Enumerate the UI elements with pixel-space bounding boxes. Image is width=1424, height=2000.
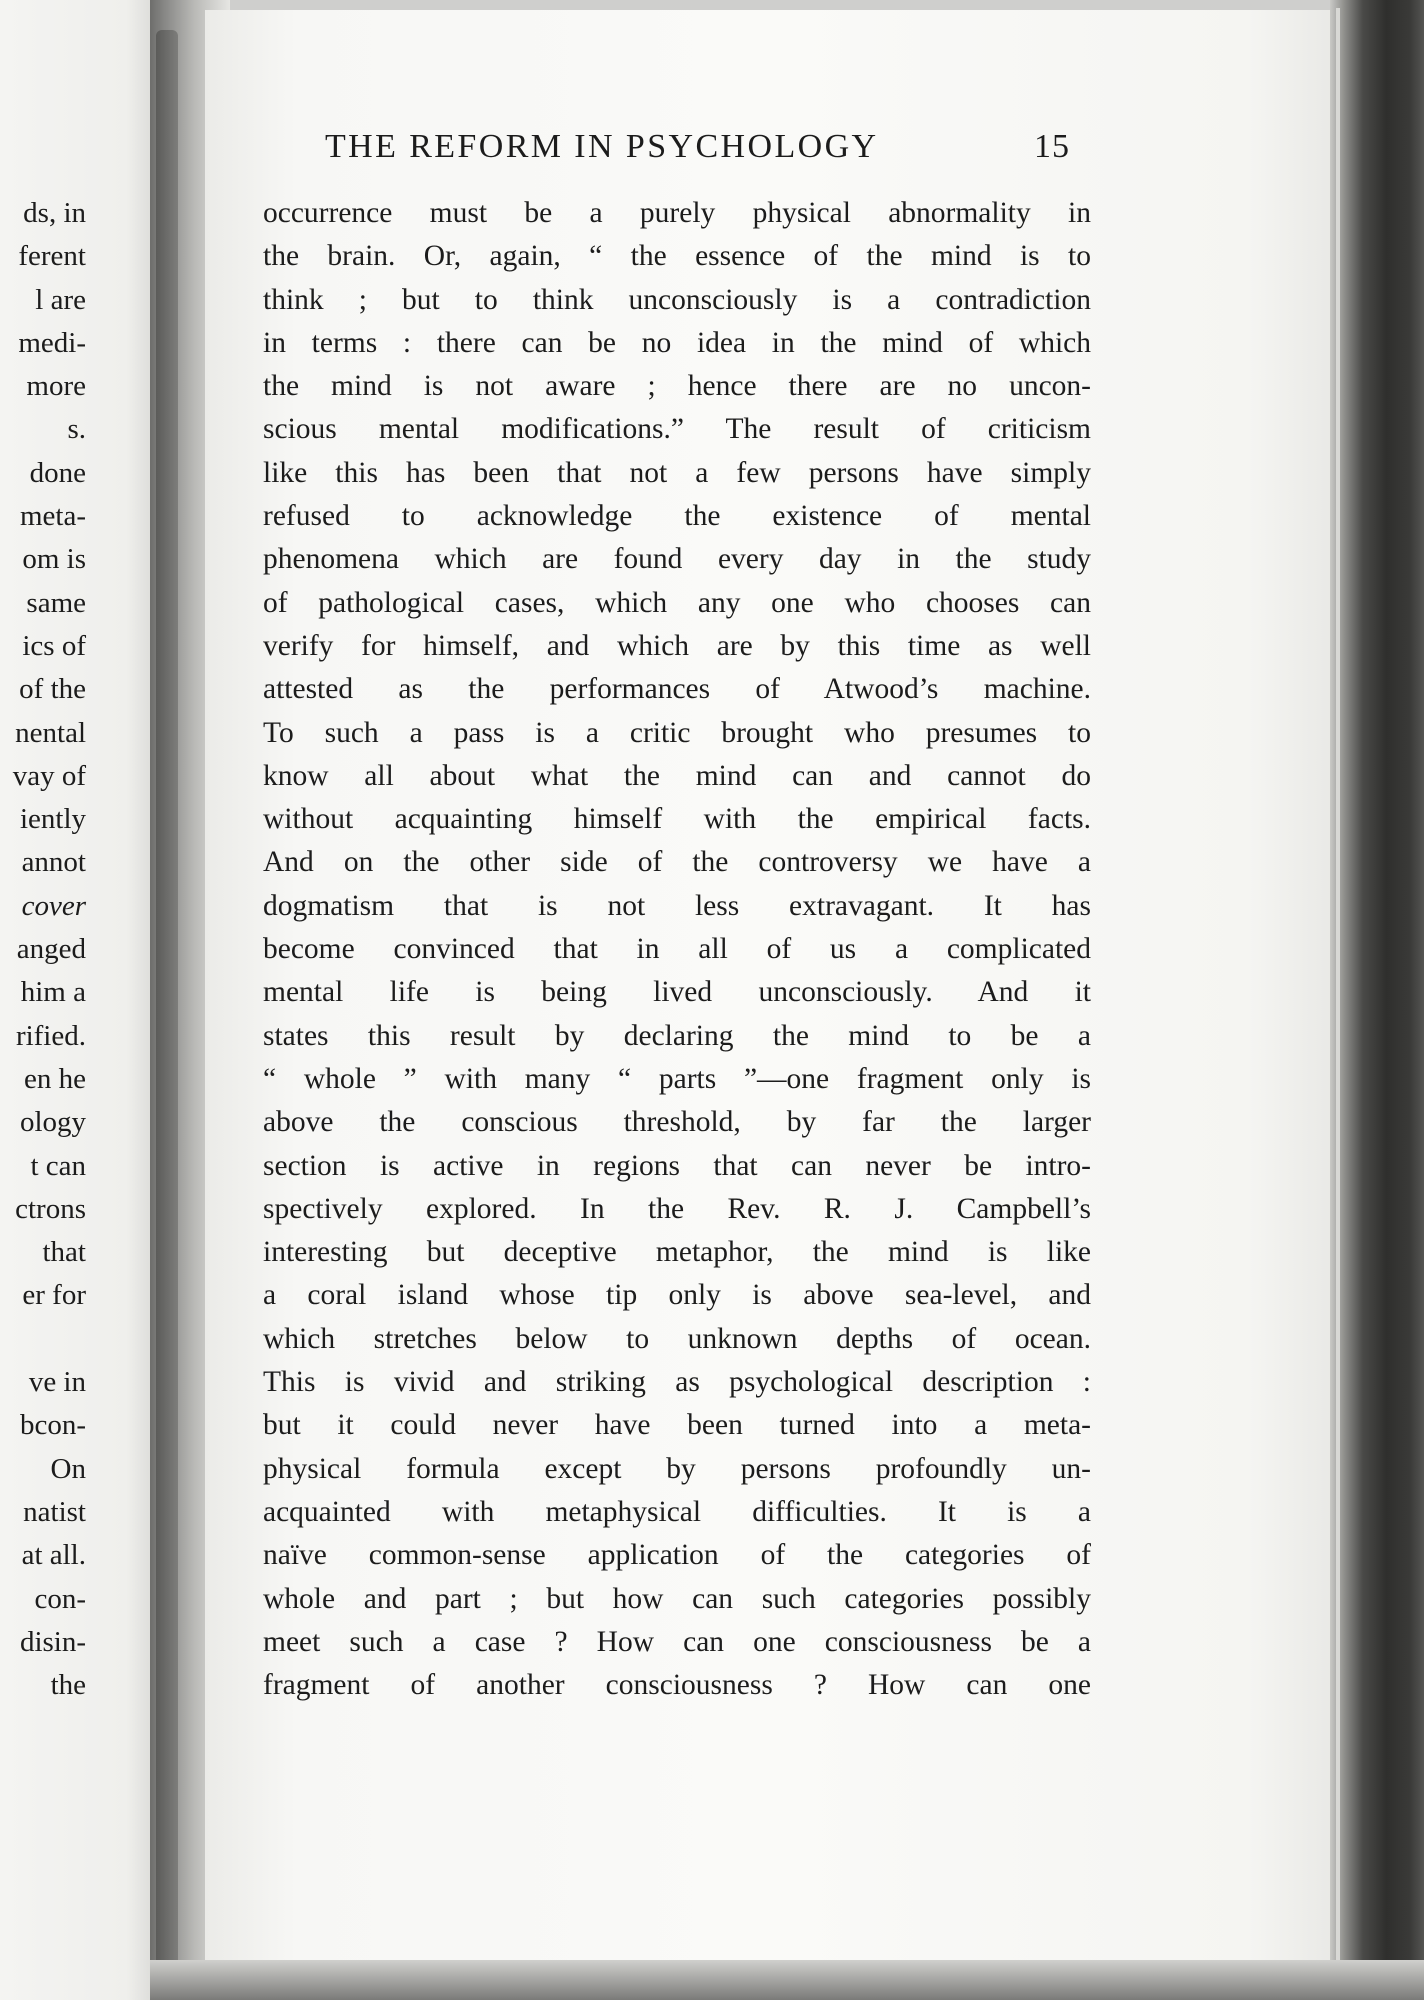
- fragment-line: done: [29, 456, 86, 489]
- fragment-line: at all.: [21, 1539, 86, 1572]
- text-line: section is active in regions that can never be intro-: [263, 1149, 1091, 1182]
- previous-page-fragment: [0, 0, 158, 2000]
- fragment-line: l are: [35, 283, 86, 316]
- previous-page-text: [0, 192, 86, 1707]
- text-line: dogmatism that is not less extravagant. It has: [263, 889, 1091, 922]
- book-cover-edge: [1330, 0, 1424, 2000]
- text-line: but it could never have been turned into a meta-: [263, 1409, 1091, 1442]
- fragment-line: vay of: [12, 759, 86, 792]
- fragment-line: more: [26, 370, 86, 403]
- text-line: And on the other side of the controversy we have a: [263, 846, 1091, 879]
- fragment-line: him a: [20, 976, 86, 1009]
- fragment-line: er for: [22, 1279, 86, 1312]
- fragment-line: rified.: [15, 1019, 86, 1052]
- fragment-line: om is: [22, 543, 86, 576]
- fragment-line: of the: [19, 673, 86, 706]
- text-line: like this has been that not a few persons have simply: [263, 456, 1091, 489]
- text-line: refused to acknowledge the existence of mental: [263, 500, 1091, 533]
- fragment-line: iently: [19, 803, 86, 836]
- fragment-line: anged: [16, 933, 86, 966]
- page-number: 15: [1034, 128, 1070, 165]
- fragment-line: annot: [21, 846, 86, 879]
- text-line: of pathological cases, which any one who chooses can: [263, 586, 1091, 619]
- gutter-shadow: [156, 30, 178, 1970]
- fragment-line: nental: [15, 716, 86, 749]
- fragment-line: medi-: [18, 326, 86, 359]
- text-line: spectively explored. In the Rev. R. J. Campbell’s: [263, 1192, 1091, 1225]
- fragment-line: ferent: [18, 240, 86, 273]
- fragment-line: meta-: [19, 500, 86, 533]
- text-line: To such a pass is a critic brought who presumes to: [263, 716, 1091, 749]
- fragment-line: s.: [67, 413, 86, 446]
- running-head-title: THE REFORM IN PSYCHOLOGY: [325, 128, 879, 165]
- fragment-line: the: [50, 1669, 86, 1702]
- text-line: whole and part ; but how can such categories possibly: [263, 1582, 1091, 1615]
- fragment-line: [0, 1318, 86, 1361]
- text-line: in terms : there can be no idea in the mind of which: [263, 326, 1091, 359]
- text-line: know all about what the mind can and cannot do: [263, 759, 1091, 792]
- fragment-line: disin-: [19, 1625, 86, 1658]
- fragment-line: cover: [21, 889, 86, 922]
- text-line: This is vivid and striking as psychological description :: [263, 1366, 1091, 1399]
- text-line: naïve common-sense application of the categories of: [263, 1539, 1091, 1572]
- text-line: the mind is not aware ; hence there are no uncon-: [263, 370, 1091, 403]
- text-line: scious mental modifications.” The result of criticism: [263, 413, 1091, 446]
- fragment-line: ds, in: [23, 197, 86, 229]
- running-head: [325, 128, 1070, 166]
- text-line: become convinced that in all of us a complicated: [263, 933, 1091, 966]
- fragment-line: t can: [30, 1149, 86, 1182]
- fragment-line: ology: [19, 1106, 86, 1139]
- fragment-line: ics of: [22, 629, 86, 662]
- text-line: above the conscious threshold, by far the larger: [263, 1106, 1091, 1139]
- text-line: states this result by declaring the mind to be a: [263, 1019, 1091, 1052]
- text-line: think ; but to think unconsciously is a contradiction: [263, 283, 1091, 316]
- text-line: occurrence must be a purely physical abnormality in: [263, 197, 1091, 229]
- fragment-line: ve in: [28, 1366, 86, 1399]
- fragment-line: con-: [34, 1582, 86, 1615]
- page-body-text: [263, 192, 1091, 1707]
- text-line: interesting but deceptive metaphor, the mind is like: [263, 1236, 1091, 1269]
- fragment-line: On: [50, 1452, 86, 1485]
- text-line: attested as the performances of Atwood’s machine.: [263, 673, 1091, 706]
- fragment-line: ctrons: [15, 1192, 86, 1225]
- bottom-shadow: [150, 1960, 1424, 2000]
- text-line: meet such a case ? How can one consciousness be a: [263, 1625, 1091, 1658]
- text-line: verify for himself, and which are by this time as well: [263, 629, 1091, 662]
- fragment-line: bcon-: [19, 1409, 86, 1442]
- text-line: without acquainting himself with the empirical facts.: [263, 803, 1091, 836]
- text-line: physical formula except by persons profoundly un-: [263, 1452, 1091, 1485]
- text-line: mental life is being lived unconsciously. And it: [263, 976, 1091, 1009]
- text-line: acquainted with metaphysical difficulties. It is a: [263, 1495, 1091, 1528]
- text-line: fragment of another consciousness ? How can one: [263, 1669, 1091, 1702]
- text-line: phenomena which are found every day in the study: [263, 543, 1091, 576]
- text-line: “ whole ” with many “ parts ”—one fragment only is: [263, 1062, 1091, 1095]
- fragment-line: en he: [24, 1062, 86, 1095]
- text-line: which stretches below to unknown depths of ocean.: [263, 1322, 1091, 1355]
- text-line: a coral island whose tip only is above sea-level, and: [263, 1279, 1091, 1312]
- fragment-line: same: [26, 586, 86, 619]
- text-line: the brain. Or, again, “ the essence of the mind is to: [263, 240, 1091, 273]
- fragment-line: natist: [23, 1495, 86, 1528]
- page-edge-line: [1336, 8, 1340, 1993]
- fragment-line: that: [42, 1236, 86, 1269]
